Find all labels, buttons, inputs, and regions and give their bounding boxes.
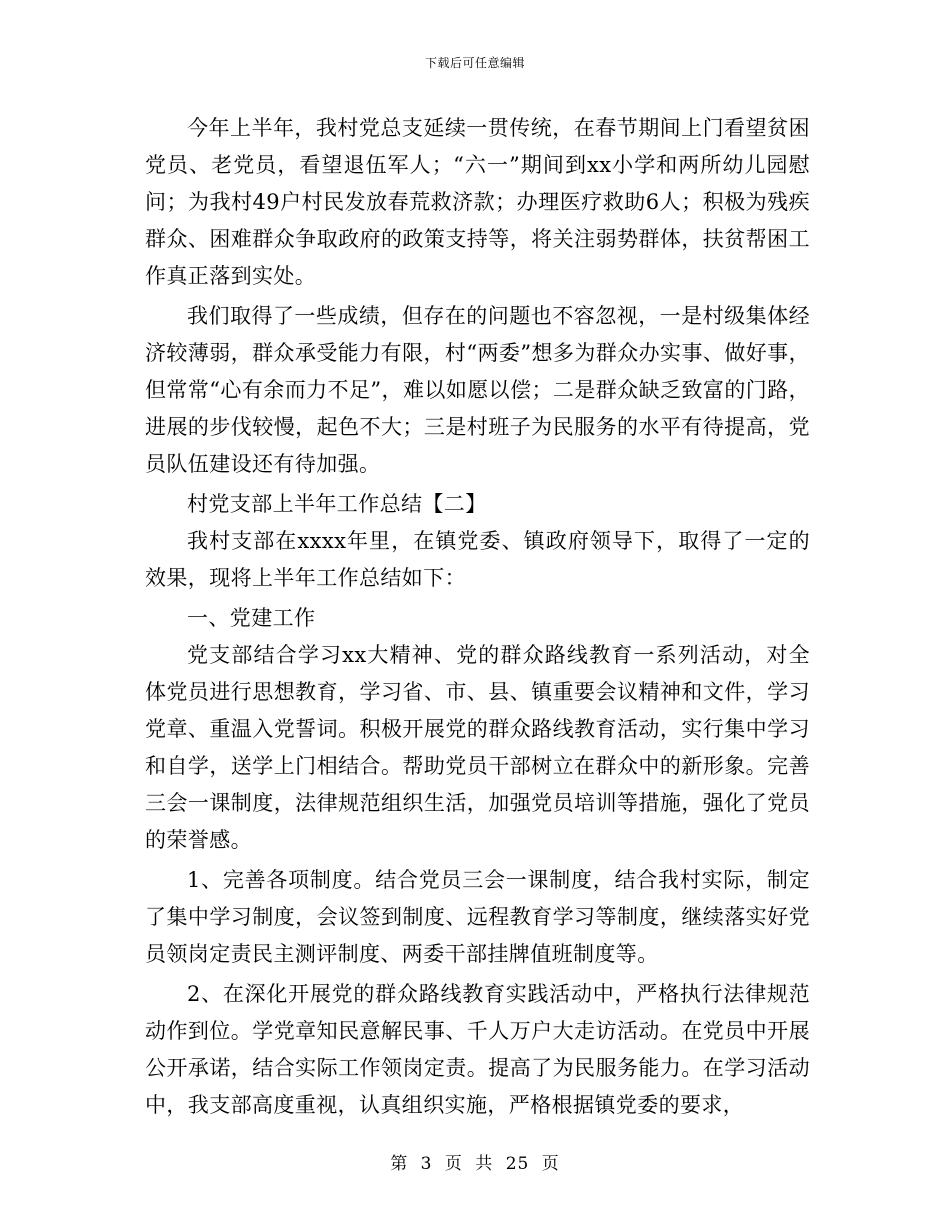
document-body <box>145 110 810 1127</box>
paragraph-party-education: 党支部结合学习xx大精神、党的群众路线教育一系列活动，对全体党员进行思想教育，学习省、市、县、镇重要会议精神和文件，学习党章、重温入党誓词。积极开展党的群众路线教育活动，实行集中学习和自学，送学上门相结合。帮助党员干部树立在群众中的新形象。完善三会一课制度，法律规范组织生活，加强党员培训等措施，强化了党员的荣誉感。 <box>145 643 810 852</box>
footer-suffix: 页 <box>541 1154 560 1174</box>
paragraph-item-2: 2、在深化开展党的群众路线教育实践活动中，严格执行法律规范动作到位。学党章知民意解民事、千人万户大走访活动。在党员中开展公开承诺，结合实际工作领岗定责。提高了为民服务能力。在学习活动中，我支部高度重视，认真组织实施，严格根据镇党委的要求， <box>145 982 810 1117</box>
footer-page-word: 页 <box>444 1154 463 1174</box>
paragraph-intro: 我村支部在xxxx年里，在镇党委、镇政府领导下，取得了一定的效果，现将上半年工作总结如下： <box>145 529 810 590</box>
footer-total-pages: 25 <box>505 1154 530 1174</box>
paragraph-problems: 我们取得了一些成绩，但存在的问题也不容忽视，一是村级集体经济较薄弱，群众承受能力有限，村“两委”想多为群众办实事、做好事，但常常“心有余而力不足”，难以如愿以偿；二是群众缺乏致富的门路，进展的步伐较慢，起色不大；三是村班子为民服务的水平有待提高，党员队伍建设还有待加强。 <box>145 304 810 476</box>
footer-current-page: 3 <box>420 1154 433 1174</box>
paragraph-relief-work: 今年上半年，我村党总支延续一贯传统，在春节期间上门看望贫困党员、老党员，看望退伍军人；“六一”期间到xx小学和两所幼儿园慰问；为我村49户村民发放春荒救济款；办理医疗救助6人；积极为残疾群众、困难群众争取政府的政策支持等，将关注弱势群体，扶贫帮困工作真正落到实处。 <box>145 116 810 288</box>
paragraph-item-1: 1、完善各项制度。结合党员三会一课制度，结合我村实际，制定了集中学习制度，会议签到制度、远程教育学习等制度，继续落实好党员领岗定责民主测评制度、两委干部挂牌值班制度等。 <box>145 868 810 966</box>
section-heading-party-building: 一、党建工作 <box>187 606 316 630</box>
page-header-note: 下载后可任意编辑 <box>424 56 525 70</box>
footer-prefix: 第 <box>390 1154 409 1174</box>
section-title-summary-two: 村党支部上半年工作总结【二】 <box>187 492 487 516</box>
footer-total-word: 共 <box>475 1154 494 1174</box>
page-footer <box>0 1149 950 1174</box>
